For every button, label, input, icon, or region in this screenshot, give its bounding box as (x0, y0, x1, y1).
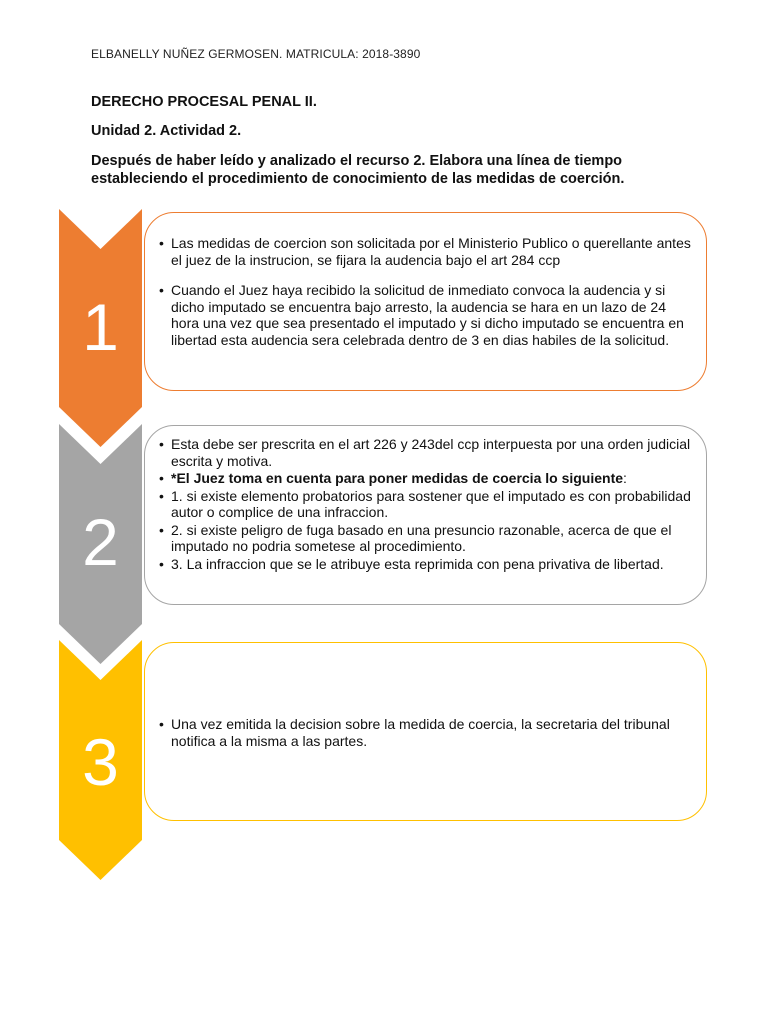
activity-title: Unidad 2. Actividad 2. (91, 123, 242, 139)
criteria-colon: : (623, 470, 627, 486)
step-2-chevron (59, 424, 142, 664)
step-2-item: • 2. si existe peligro de fuga basado en una presuncio razonable, acerca de que el imputado no podria sometese al procedimiento. (151, 522, 696, 555)
step-1-box (144, 212, 707, 391)
step-1-number: 1 (82, 290, 119, 364)
step-3-box (144, 642, 707, 821)
step-1-chevron (59, 209, 142, 447)
step-3-chevron (59, 640, 142, 880)
step-1-item: • Cuando el Juez haya recibido la solicitud de inmediato convoca la audencia y si dicho imputado se encuentra bajo arresto, la audencia se hara en un lazo de 24 hora una vez que sea presentado el imputado y si dicho imputado se encuentra en libertad esta audencia sera celebrada dentro de 3 en dias habiles de la solicitud. (151, 282, 692, 348)
step-2-box (144, 425, 707, 605)
step-2-item-bold (151, 470, 696, 487)
author-line: ELBANELLY NUÑEZ GERMOSEN. MATRICULA: 2018-3890 (91, 47, 421, 61)
step-2-item: • 1. si existe elemento probatorios para sostener que el imputado es con probabilidad autor o complice de una infraccion. (151, 488, 696, 521)
step-2-number: 2 (82, 505, 119, 579)
step-1-item: • Las medidas de coercion son solicitada por el Ministerio Publico o querellante antes el juez de la instrucion, se fijara la audencia bajo el art 284 ccp (151, 235, 692, 268)
criteria-heading: *El Juez toma en cuenta para poner medidas de coercia lo siguiente (171, 470, 624, 486)
step-2-item: • Esta debe ser prescrita en el art 226 y 243del ccp interpuesta por una orden judicial escrita y motiva. (151, 436, 696, 469)
step-3-number: 3 (82, 725, 119, 799)
course-title: DERECHO PROCESAL PENAL II. (91, 94, 317, 110)
instructions-text: Después de haber leído y analizado el recurso 2. Elabora una línea de tiempo estableciendo el procedimiento de conocimiento de las medidas de coerción. (91, 153, 625, 187)
step-3-item: • Una vez emitida la decision sobre la medida de coercia, la secretaria del tribunal notifica a la misma a las partes. (151, 716, 692, 749)
step-2-item: • 3. La infraccion que se le atribuye esta reprimida con pena privativa de libertad. (151, 556, 696, 573)
